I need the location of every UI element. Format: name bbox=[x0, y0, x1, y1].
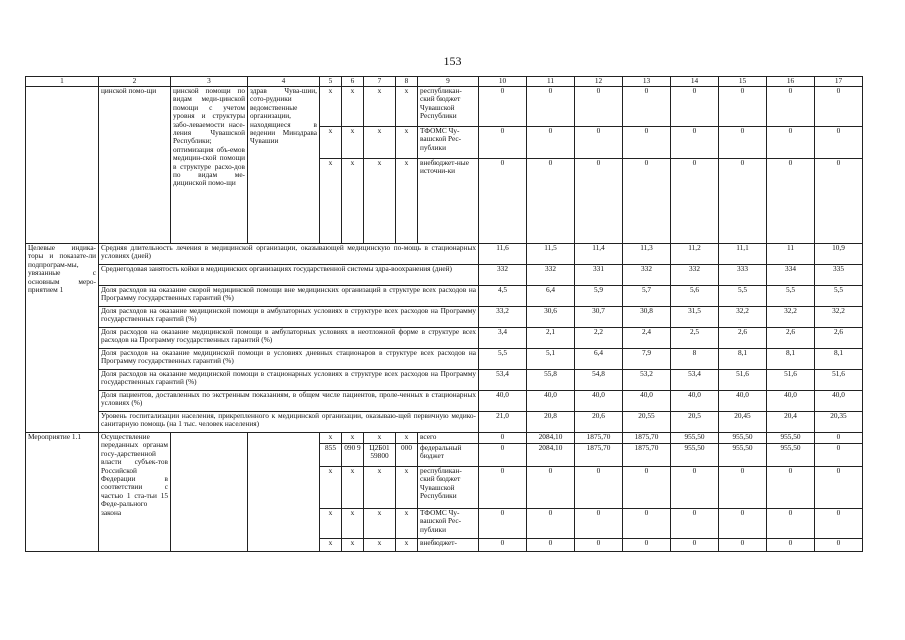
value-cell: 0 bbox=[575, 467, 623, 509]
indicator-value: 8 bbox=[671, 349, 719, 370]
indicator-value: 332 bbox=[623, 265, 671, 286]
indicator-text: Уровень госпитализации населения, прикрепленного к медицинской организации, оказываю-щей первичную медико-санитарную помощь (на 1 тыс. человек населения) bbox=[99, 412, 479, 433]
code-cell: x bbox=[320, 539, 342, 552]
indicator-row bbox=[26, 370, 863, 391]
indicator-value: 6,4 bbox=[527, 286, 575, 307]
value-cell: 0 bbox=[623, 159, 671, 244]
column-header: 2 bbox=[99, 77, 171, 87]
value-cell: 0 bbox=[479, 433, 527, 444]
indicator-value: 54,8 bbox=[575, 370, 623, 391]
code-cell: x bbox=[342, 467, 364, 509]
indicator-value: 2,4 bbox=[623, 328, 671, 349]
value-cell: 0 bbox=[527, 87, 575, 127]
value-cell: 1875,70 bbox=[623, 433, 671, 444]
indicator-value: 7,9 bbox=[623, 349, 671, 370]
responsible-executor: здрав Чува-шии, сото-рудники ведомственные организации, находящиеся в ведении Минздрава Чувашии bbox=[248, 87, 320, 244]
value-cell: 0 bbox=[719, 539, 767, 552]
indicator-value: 40,0 bbox=[671, 391, 719, 412]
column-header: 6 bbox=[342, 77, 364, 87]
value-cell: 0 bbox=[623, 539, 671, 552]
indicator-row bbox=[26, 412, 863, 433]
code-cell: x bbox=[396, 159, 418, 244]
value-cell: 0 bbox=[479, 159, 527, 244]
code-cell: x bbox=[396, 539, 418, 552]
indicator-value: 21,0 bbox=[479, 412, 527, 433]
code-cell: x bbox=[364, 467, 396, 509]
code-cell: x bbox=[364, 539, 396, 552]
value-cell: 0 bbox=[575, 539, 623, 552]
code-cell: Ц2Б01 59800 bbox=[364, 444, 396, 467]
indicator-text: Средняя длительность лечения в медицинской организации, оказывающей медицинскую по-мощь в стационарных условиях (дней) bbox=[99, 244, 479, 265]
indicator-value: 2,1 bbox=[527, 328, 575, 349]
column-header: 15 bbox=[719, 77, 767, 87]
value-cell: 0 bbox=[719, 127, 767, 159]
indicator-value: 11,6 bbox=[479, 244, 527, 265]
indicator-value: 332 bbox=[527, 265, 575, 286]
value-cell: 955,50 bbox=[671, 433, 719, 444]
code-cell: x bbox=[320, 433, 342, 444]
indicator-value: 2,6 bbox=[719, 328, 767, 349]
value-cell: 1875,70 bbox=[575, 444, 623, 467]
indicator-value: 8,1 bbox=[719, 349, 767, 370]
indicator-group-label: Целевые индика-торы и показате-ли подпрограм-мы, увязанные с основным меро-приятием 1 bbox=[26, 244, 99, 433]
blank-cell bbox=[171, 433, 248, 552]
column-header: 17 bbox=[815, 77, 863, 87]
value-cell: 0 bbox=[815, 509, 863, 539]
value-cell: 0 bbox=[671, 127, 719, 159]
indicator-value: 333 bbox=[719, 265, 767, 286]
value-cell: 0 bbox=[815, 433, 863, 444]
value-cell: 0 bbox=[767, 159, 815, 244]
indicator-row bbox=[26, 265, 863, 286]
indicator-value: 11,4 bbox=[575, 244, 623, 265]
column-header: 3 bbox=[171, 77, 248, 87]
indicator-value: 40,0 bbox=[767, 391, 815, 412]
measure-description: цинской помощи по видам меди-цинской помощи с учетом уровня и структуры забо-леваемости насе-ления Чувашской Республики; оптимизация объ-емов медицин-ской помощи в структуре расхо-дов по видам ме-дицинской помо-щи bbox=[171, 87, 248, 244]
value-cell: 0 bbox=[479, 509, 527, 539]
funding-source: ТФОМС Чу-вашской Рес-публики bbox=[418, 509, 479, 539]
indicator-value: 3,4 bbox=[479, 328, 527, 349]
indicator-value: 32,2 bbox=[815, 307, 863, 328]
value-cell: 0 bbox=[815, 539, 863, 552]
indicator-value: 6,4 bbox=[575, 349, 623, 370]
column-header: 14 bbox=[671, 77, 719, 87]
value-cell: 0 bbox=[671, 509, 719, 539]
value-cell: 955,50 bbox=[671, 444, 719, 467]
funding-source: республикан-ский бюджет Чувашской Республики bbox=[418, 87, 479, 127]
measure-continuation: цинской помо-щи bbox=[99, 87, 171, 244]
value-cell: 1875,70 bbox=[623, 444, 671, 467]
indicator-value: 10,9 bbox=[815, 244, 863, 265]
code-cell: x bbox=[320, 509, 342, 539]
indicator-text: Доля пациентов, доставленных по экстренным показаниям, в общем числе пациентов, проле-ченных в стационарных условиях (%) bbox=[99, 391, 479, 412]
indicator-value: 53,2 bbox=[623, 370, 671, 391]
funding-source: всего bbox=[418, 433, 479, 444]
indicator-row bbox=[26, 244, 863, 265]
indicator-value: 20,45 bbox=[719, 412, 767, 433]
indicator-value: 40,0 bbox=[527, 391, 575, 412]
value-cell: 0 bbox=[767, 127, 815, 159]
column-header: 4 bbox=[248, 77, 320, 87]
indicator-value: 332 bbox=[671, 265, 719, 286]
indicator-value: 20,8 bbox=[527, 412, 575, 433]
indicator-value: 53,4 bbox=[479, 370, 527, 391]
code-cell: x bbox=[396, 87, 418, 127]
indicator-value: 20,6 bbox=[575, 412, 623, 433]
indicator-value: 334 bbox=[767, 265, 815, 286]
code-cell: x bbox=[396, 467, 418, 509]
funding-source: республикан-ский бюджет Чувашской Республики bbox=[418, 467, 479, 509]
column-header: 7 bbox=[364, 77, 396, 87]
code-cell: x bbox=[364, 87, 396, 127]
indicator-value: 11,2 bbox=[671, 244, 719, 265]
indicator-value: 5,1 bbox=[527, 349, 575, 370]
funding-source: внебюджет- bbox=[418, 539, 479, 552]
value-cell: 0 bbox=[719, 87, 767, 127]
value-cell: 0 bbox=[767, 509, 815, 539]
code-cell: x bbox=[364, 159, 396, 244]
value-cell: 0 bbox=[671, 467, 719, 509]
value-cell: 0 bbox=[527, 539, 575, 552]
code-cell: x bbox=[320, 87, 342, 127]
value-cell: 0 bbox=[575, 127, 623, 159]
value-cell: 0 bbox=[767, 87, 815, 127]
indicator-row bbox=[26, 349, 863, 370]
indicator-value: 11 bbox=[767, 244, 815, 265]
funding-source: федеральный бюджет bbox=[418, 444, 479, 467]
column-header: 13 bbox=[623, 77, 671, 87]
code-cell: x bbox=[320, 127, 342, 159]
value-cell: 0 bbox=[815, 127, 863, 159]
indicator-value: 5,5 bbox=[767, 286, 815, 307]
indicator-value: 5,5 bbox=[479, 349, 527, 370]
value-cell: 955,50 bbox=[719, 433, 767, 444]
code-cell: x bbox=[342, 87, 364, 127]
indicator-row bbox=[26, 307, 863, 328]
indicator-value: 40,0 bbox=[623, 391, 671, 412]
indicator-value: 40,0 bbox=[719, 391, 767, 412]
funding-source: внебюджет-ные источни-ки bbox=[418, 159, 479, 244]
value-cell: 0 bbox=[719, 159, 767, 244]
indicator-value: 20,5 bbox=[671, 412, 719, 433]
column-header: 10 bbox=[479, 77, 527, 87]
blank-cell bbox=[26, 87, 99, 244]
code-cell: x bbox=[342, 127, 364, 159]
code-cell: x bbox=[364, 433, 396, 444]
indicator-text: Доля расходов на оказание медицинской помощи в амбулаторных условиях в неотложной форме в структуре всех расходов на Программу государственных гарантий (%) bbox=[99, 328, 479, 349]
indicator-value: 11,3 bbox=[623, 244, 671, 265]
indicator-value: 31,5 bbox=[671, 307, 719, 328]
code-cell: x bbox=[396, 127, 418, 159]
indicator-value: 53,4 bbox=[671, 370, 719, 391]
value-cell: 0 bbox=[815, 87, 863, 127]
value-cell: 0 bbox=[815, 467, 863, 509]
code-cell: x bbox=[342, 159, 364, 244]
column-header: 5 bbox=[320, 77, 342, 87]
measure-description: Осуществление переданных органам госу-дарственной власти субъек-тов Российской Федерации в соответствии с частью 1 ста-тьи 15 Феде-рального закона bbox=[99, 433, 171, 552]
indicator-value: 8,1 bbox=[815, 349, 863, 370]
indicator-value: 20,35 bbox=[815, 412, 863, 433]
value-cell: 0 bbox=[479, 539, 527, 552]
value-cell: 0 bbox=[719, 467, 767, 509]
page-number: 153 bbox=[443, 54, 462, 68]
indicator-row bbox=[26, 391, 863, 412]
indicator-value: 5,9 bbox=[575, 286, 623, 307]
indicator-value: 2,6 bbox=[767, 328, 815, 349]
indicator-value: 5,5 bbox=[719, 286, 767, 307]
code-cell: 000 bbox=[396, 444, 418, 467]
indicator-text: Среднегодовая занятость койки в медицинских организациях государственной системы здра-воохранения (дней) bbox=[99, 265, 479, 286]
column-header: 16 bbox=[767, 77, 815, 87]
column-header-row bbox=[26, 77, 863, 87]
value-cell: 0 bbox=[575, 87, 623, 127]
indicator-value: 335 bbox=[815, 265, 863, 286]
program-table bbox=[25, 76, 863, 552]
value-cell: 2084,10 bbox=[527, 444, 575, 467]
column-header: 8 bbox=[396, 77, 418, 87]
value-cell: 0 bbox=[623, 467, 671, 509]
value-cell: 0 bbox=[527, 467, 575, 509]
indicator-text: Доля расходов на оказание скорой медицинской помощи вне медицинских организаций в структуре всех расходов на Программу государственных гарантий (%) bbox=[99, 286, 479, 307]
indicator-text: Доля расходов на оказание медицинской помощи в условиях дневных стационаров в структуре всех расходов на Программу государственных гарантий (%) bbox=[99, 349, 479, 370]
code-cell: 855 bbox=[320, 444, 342, 467]
code-cell: x bbox=[364, 127, 396, 159]
value-cell: 955,50 bbox=[767, 444, 815, 467]
column-header: 1 bbox=[26, 77, 99, 87]
value-cell: 0 bbox=[623, 87, 671, 127]
indicator-value: 51,6 bbox=[815, 370, 863, 391]
indicator-value: 40,0 bbox=[575, 391, 623, 412]
indicator-value: 331 bbox=[575, 265, 623, 286]
indicator-row bbox=[26, 286, 863, 307]
indicator-text: Доля расходов на оказание медицинской помощи в амбулаторных условиях в структуре всех расходов на Программу государственных гарантий (%) bbox=[99, 307, 479, 328]
value-cell: 0 bbox=[575, 509, 623, 539]
financing-row bbox=[26, 433, 863, 444]
indicator-value: 51,6 bbox=[719, 370, 767, 391]
measure-title: Мероприятие 1.1 bbox=[26, 433, 99, 552]
value-cell: 955,50 bbox=[767, 433, 815, 444]
column-header: 12 bbox=[575, 77, 623, 87]
code-cell: x bbox=[396, 433, 418, 444]
indicator-value: 5,6 bbox=[671, 286, 719, 307]
financing-row bbox=[26, 87, 863, 127]
indicator-value: 2,2 bbox=[575, 328, 623, 349]
value-cell: 0 bbox=[527, 159, 575, 244]
indicator-value: 30,7 bbox=[575, 307, 623, 328]
value-cell: 0 bbox=[767, 467, 815, 509]
value-cell: 0 bbox=[527, 509, 575, 539]
indicator-value: 11,5 bbox=[527, 244, 575, 265]
indicator-value: 2,5 bbox=[671, 328, 719, 349]
indicator-value: 40,0 bbox=[479, 391, 527, 412]
indicator-value: 32,2 bbox=[719, 307, 767, 328]
code-cell: x bbox=[364, 509, 396, 539]
indicator-value: 332 bbox=[479, 265, 527, 286]
value-cell: 0 bbox=[623, 127, 671, 159]
indicator-value: 20,4 bbox=[767, 412, 815, 433]
indicator-value: 40,0 bbox=[815, 391, 863, 412]
indicator-value: 30,6 bbox=[527, 307, 575, 328]
indicator-value: 2,6 bbox=[815, 328, 863, 349]
indicator-row bbox=[26, 328, 863, 349]
indicator-text: Доля расходов на оказание медицинской помощи в стационарных условиях в структуре всех расходов на Программу государственных гарантий (%) bbox=[99, 370, 479, 391]
indicator-value: 5,7 bbox=[623, 286, 671, 307]
indicator-value: 51,6 bbox=[767, 370, 815, 391]
value-cell: 0 bbox=[767, 539, 815, 552]
value-cell: 955,50 bbox=[719, 444, 767, 467]
indicator-value: 5,5 bbox=[815, 286, 863, 307]
funding-source: ТФОМС Чу-вашской Рес-публики bbox=[418, 127, 479, 159]
indicator-value: 32,2 bbox=[767, 307, 815, 328]
blank-cell bbox=[248, 433, 320, 552]
indicator-value: 33,2 bbox=[479, 307, 527, 328]
code-cell: x bbox=[320, 467, 342, 509]
code-cell: x bbox=[396, 509, 418, 539]
value-cell: 0 bbox=[815, 159, 863, 244]
value-cell: 0 bbox=[671, 539, 719, 552]
indicator-value: 20,55 bbox=[623, 412, 671, 433]
indicator-value: 30,8 bbox=[623, 307, 671, 328]
code-cell: x bbox=[342, 509, 364, 539]
value-cell: 0 bbox=[479, 127, 527, 159]
indicator-value: 11,1 bbox=[719, 244, 767, 265]
value-cell: 0 bbox=[479, 444, 527, 467]
code-cell: x bbox=[342, 539, 364, 552]
value-cell: 0 bbox=[671, 87, 719, 127]
column-header: 11 bbox=[527, 77, 575, 87]
value-cell: 0 bbox=[479, 467, 527, 509]
value-cell: 1875,70 bbox=[575, 433, 623, 444]
value-cell: 0 bbox=[623, 509, 671, 539]
indicator-value: 8,1 bbox=[767, 349, 815, 370]
value-cell: 0 bbox=[815, 444, 863, 467]
indicator-value: 55,8 bbox=[527, 370, 575, 391]
value-cell: 0 bbox=[719, 509, 767, 539]
value-cell: 0 bbox=[527, 127, 575, 159]
code-cell: x bbox=[342, 433, 364, 444]
value-cell: 0 bbox=[575, 159, 623, 244]
value-cell: 2084,10 bbox=[527, 433, 575, 444]
indicator-value: 4,5 bbox=[479, 286, 527, 307]
column-header: 9 bbox=[418, 77, 479, 87]
value-cell: 0 bbox=[479, 87, 527, 127]
code-cell: x bbox=[320, 159, 342, 244]
value-cell: 0 bbox=[671, 159, 719, 244]
code-cell: 090 9 bbox=[342, 444, 364, 467]
